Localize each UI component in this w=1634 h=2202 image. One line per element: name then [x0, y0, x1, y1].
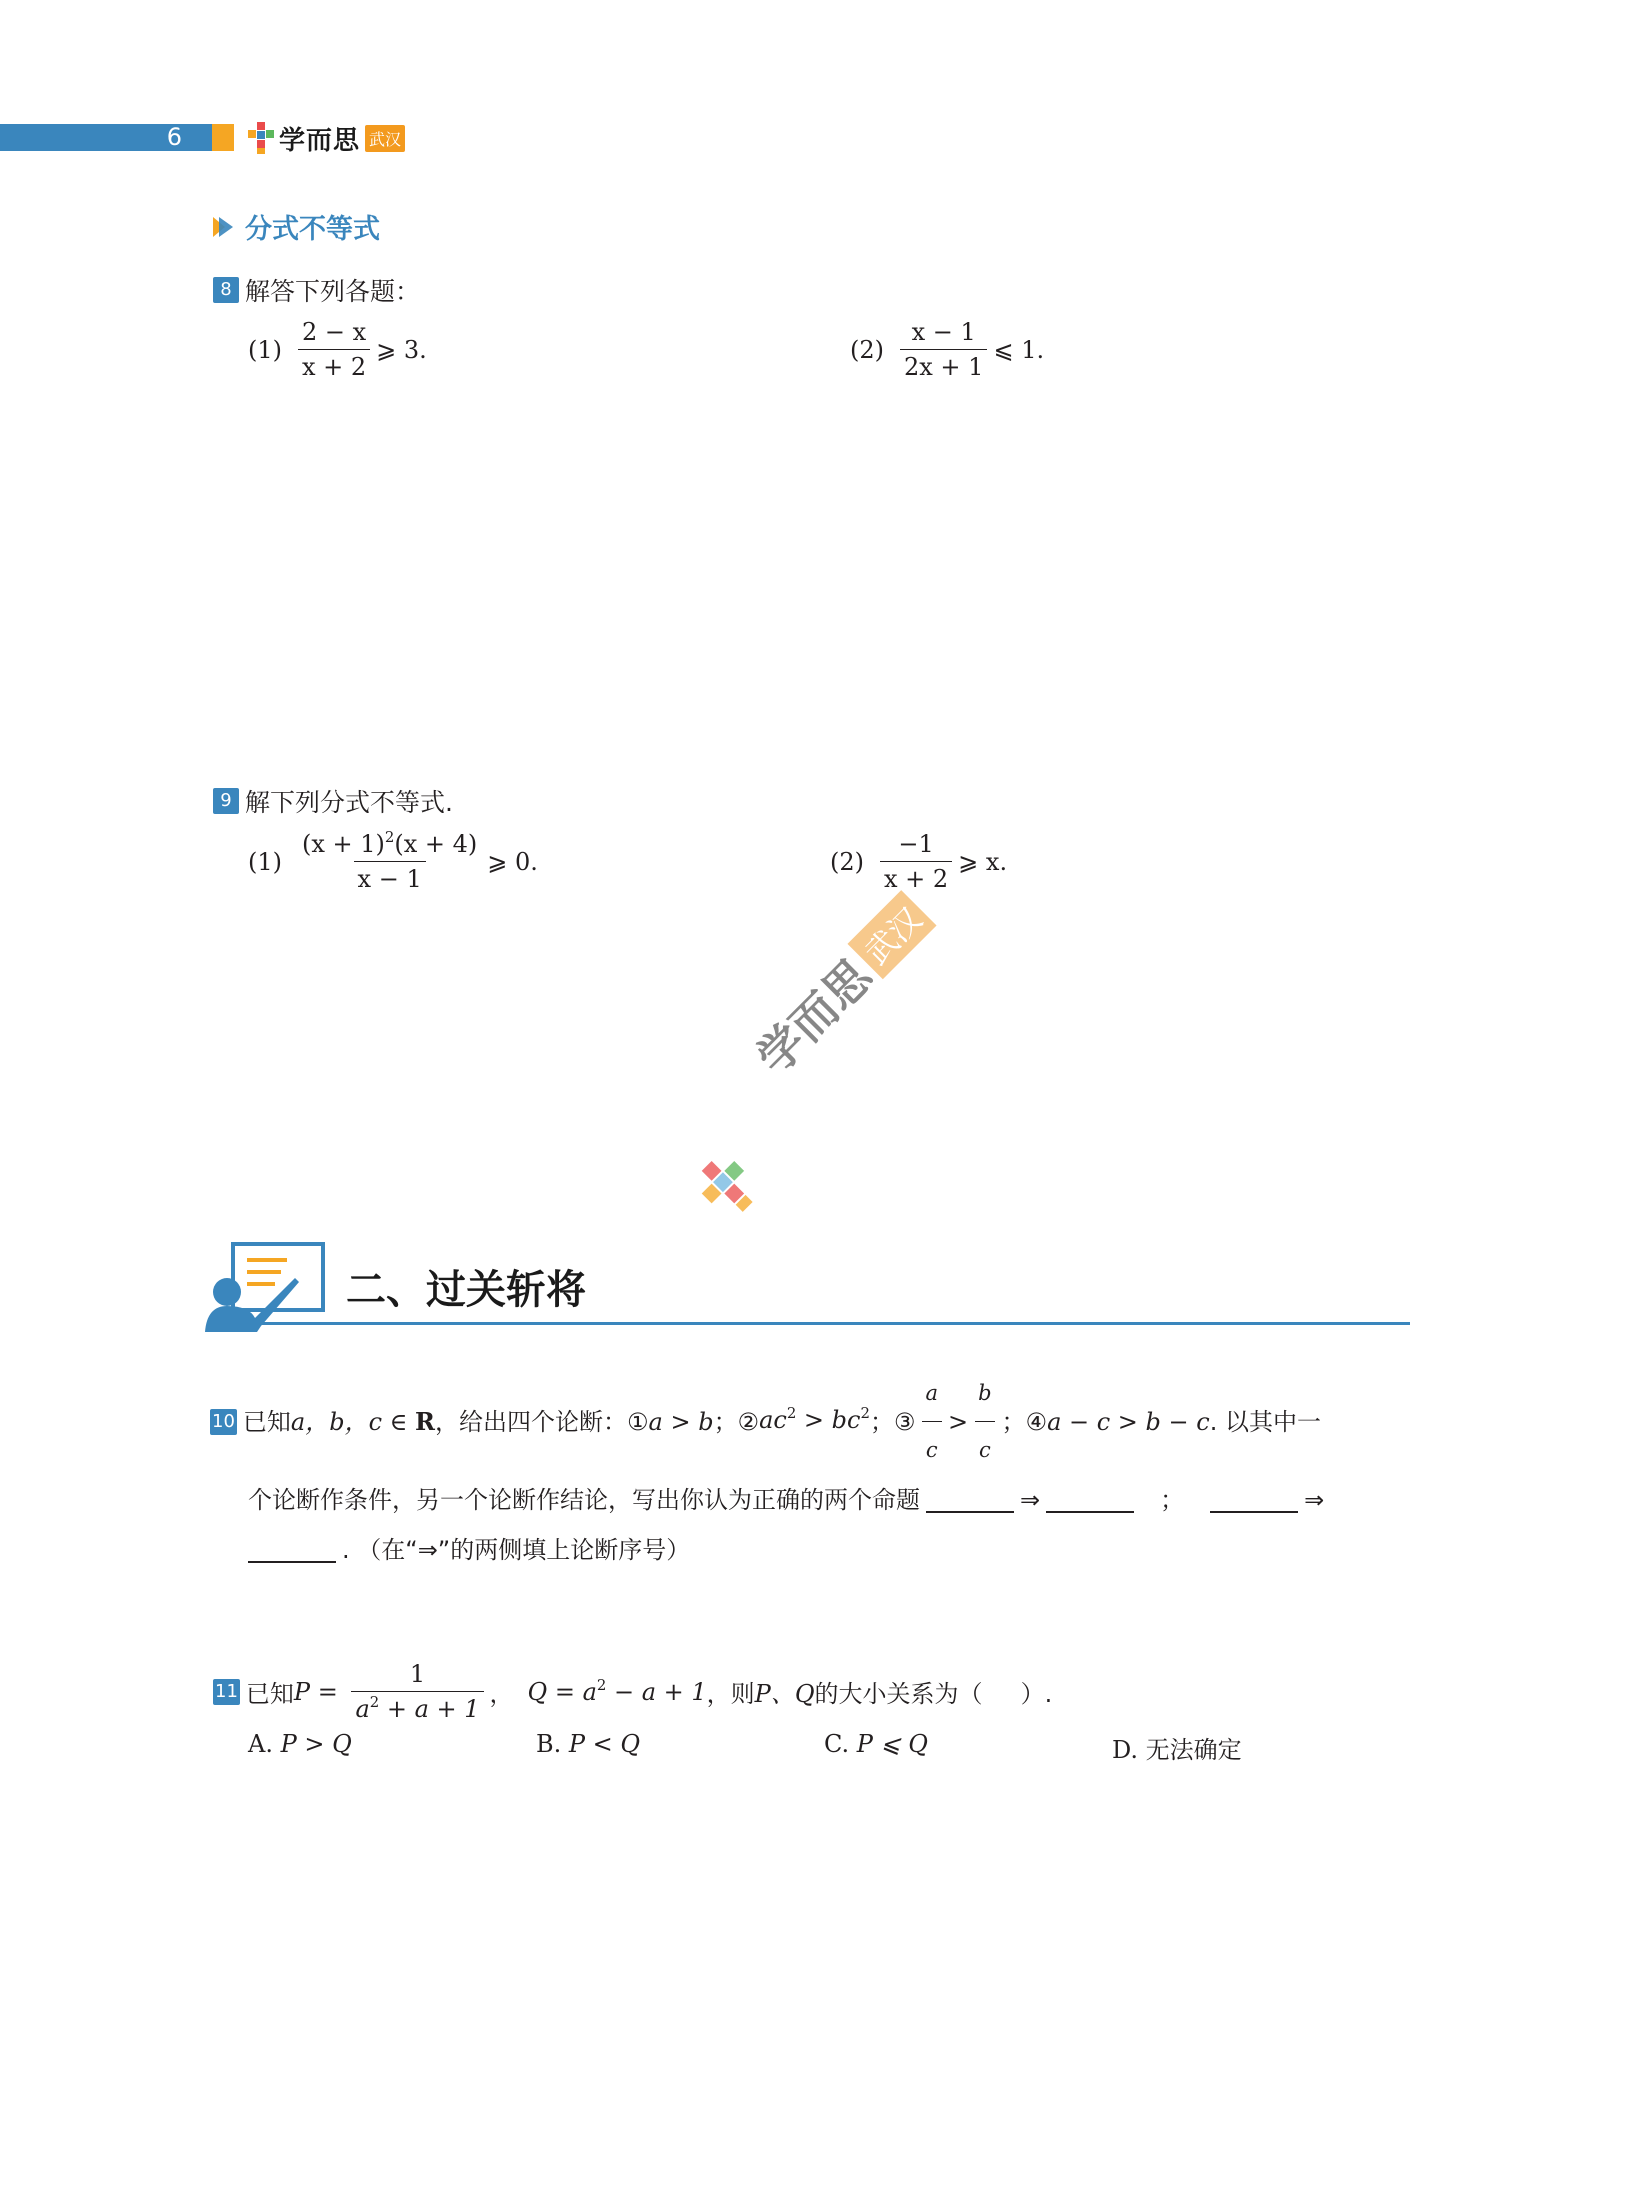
relation: ⩽ 1.: [993, 335, 1045, 364]
implies-arrow: ⇒: [1020, 1486, 1041, 1514]
math-pq: P、Q: [754, 1680, 815, 1708]
text: . 以其中一: [1209, 1407, 1321, 1436]
option-label: D.: [1112, 1736, 1139, 1764]
question-11: [213, 1660, 1052, 1723]
claim-3: [915, 1368, 1001, 1475]
numerator: [298, 830, 481, 861]
denominator: c: [975, 1421, 995, 1475]
numerator: b: [978, 1381, 992, 1405]
question-10: [210, 1368, 1410, 1575]
text: ，给出四个论断：①: [435, 1407, 649, 1436]
relation: ⩾ 0.: [487, 847, 538, 876]
option-label: C.: [824, 1730, 850, 1758]
fraction: [351, 1660, 483, 1723]
question-number: 9: [213, 788, 239, 814]
claim-2: [759, 1395, 870, 1448]
option-label: B.: [536, 1730, 562, 1758]
claim-2-left: ac: [759, 1406, 787, 1434]
question-text: 解下列分式不等式.: [245, 788, 453, 817]
math-q: Q = a: [527, 1677, 597, 1706]
exponent: 2: [384, 828, 395, 847]
q10-line-3: [210, 1525, 1410, 1575]
greater-than: >: [947, 1407, 969, 1436]
text: 已知: [242, 1407, 291, 1436]
numerator: 2 − x: [302, 318, 367, 346]
question-number: 10: [210, 1409, 237, 1435]
text: ，则: [706, 1680, 755, 1708]
q8-part1: [248, 318, 427, 381]
text: 的大小关系为（ ）.: [814, 1680, 1053, 1708]
option-a[interactable]: [248, 1730, 352, 1758]
implies-arrow: ⇒: [1304, 1486, 1325, 1514]
option-c[interactable]: [824, 1730, 928, 1758]
section-heading: [213, 207, 380, 246]
exponent: 2: [369, 1693, 380, 1712]
header-accent: [212, 124, 234, 151]
watermark-city: 武汉: [847, 890, 936, 979]
part-label: (2): [850, 335, 884, 364]
base: a: [355, 1695, 370, 1723]
q9-part2: [830, 830, 1007, 893]
text: ；④: [1001, 1407, 1048, 1436]
q10-line-2: [210, 1475, 1410, 1525]
fraction: [298, 830, 481, 893]
q10-line-1: [210, 1368, 1410, 1475]
option-math: P > Q: [280, 1730, 352, 1758]
answer-blank-4[interactable]: [248, 1537, 336, 1563]
option-math: P ⩽ Q: [856, 1730, 928, 1758]
question-number: 11: [213, 1679, 240, 1705]
section-title: 分式不等式: [245, 214, 380, 245]
text: 个论断作条件，另一个论断作结论，写出你认为正确的两个命题: [248, 1486, 920, 1514]
q9-part1: [248, 830, 538, 893]
numerator: a: [925, 1381, 938, 1405]
part-label: (2): [830, 847, 864, 876]
question-number: 8: [213, 277, 239, 303]
relation: ⩾ x.: [958, 847, 1008, 876]
factor-b: (x + 4): [394, 830, 478, 858]
option-d[interactable]: [1112, 1730, 1242, 1765]
denominator: [351, 1691, 483, 1723]
fraction: [298, 318, 370, 381]
part-divider: [210, 1322, 1410, 1325]
watermark-text: 学而思: [746, 948, 883, 1085]
claim-1: a > b: [648, 1407, 714, 1436]
logo-city: 武汉: [365, 125, 405, 152]
question-text: 解答下列各题：: [245, 277, 421, 306]
option-b[interactable]: [536, 1730, 640, 1758]
claim-4: a − c > b − c: [1047, 1407, 1210, 1436]
answer-blank-3[interactable]: [1210, 1487, 1298, 1513]
denominator: x + 2: [880, 861, 952, 893]
text: 已知: [245, 1680, 294, 1708]
denominator: c: [922, 1421, 942, 1475]
denominator: x + 2: [298, 349, 370, 381]
relation: ⩾ 3.: [376, 335, 427, 364]
math-abc: a，b，c ∈: [290, 1407, 416, 1436]
q11-options: [248, 1730, 1348, 1770]
fraction: [880, 830, 952, 893]
watermark-logo-icon: [690, 1145, 770, 1225]
separator: ；: [1160, 1486, 1185, 1514]
exponent: 2: [860, 1404, 870, 1423]
exponent: 2: [786, 1404, 797, 1423]
denominator: 2x + 1: [900, 349, 987, 381]
math-reals: R: [415, 1406, 435, 1436]
numerator: x − 1: [911, 318, 976, 346]
text: ；②: [713, 1407, 760, 1436]
part-label: (1): [248, 335, 282, 364]
rest: − a + 1: [606, 1677, 707, 1706]
option-text: 无法确定: [1145, 1736, 1242, 1764]
page-number: 6: [166, 123, 182, 151]
logo-text: 学而思: [279, 125, 361, 156]
answer-blank-1[interactable]: [926, 1487, 1014, 1513]
equals: =: [310, 1677, 346, 1706]
text: ，: [489, 1680, 514, 1708]
teacher-board-icon: [205, 1240, 325, 1332]
math-p: P: [293, 1677, 311, 1706]
q8-part2: [850, 318, 1044, 381]
logo-mark-icon: [248, 122, 274, 154]
numerator: −1: [898, 830, 934, 858]
claim-2-right: > bc: [796, 1406, 861, 1434]
part-title: 二、过关斩将: [346, 1267, 586, 1313]
factor-a: (x + 1): [302, 830, 385, 858]
option-math: P < Q: [568, 1730, 641, 1758]
play-triangle-icon: [213, 215, 235, 239]
brand-logo: [248, 118, 405, 158]
rest: + a + 1: [379, 1695, 480, 1723]
numerator: 1: [409, 1660, 426, 1688]
question-9-prompt: [213, 783, 453, 819]
question-8-prompt: [213, 272, 420, 308]
watermark: [680, 899, 960, 1220]
part-label: (1): [248, 847, 282, 876]
text: ；③: [869, 1407, 916, 1436]
fraction: [900, 318, 987, 381]
answer-blank-2[interactable]: [1046, 1487, 1134, 1513]
option-label: A.: [248, 1730, 273, 1758]
text: . （在“⇒”的两侧填上论断序号）: [342, 1536, 691, 1564]
denominator: x − 1: [354, 861, 426, 893]
exponent: 2: [596, 1675, 607, 1694]
